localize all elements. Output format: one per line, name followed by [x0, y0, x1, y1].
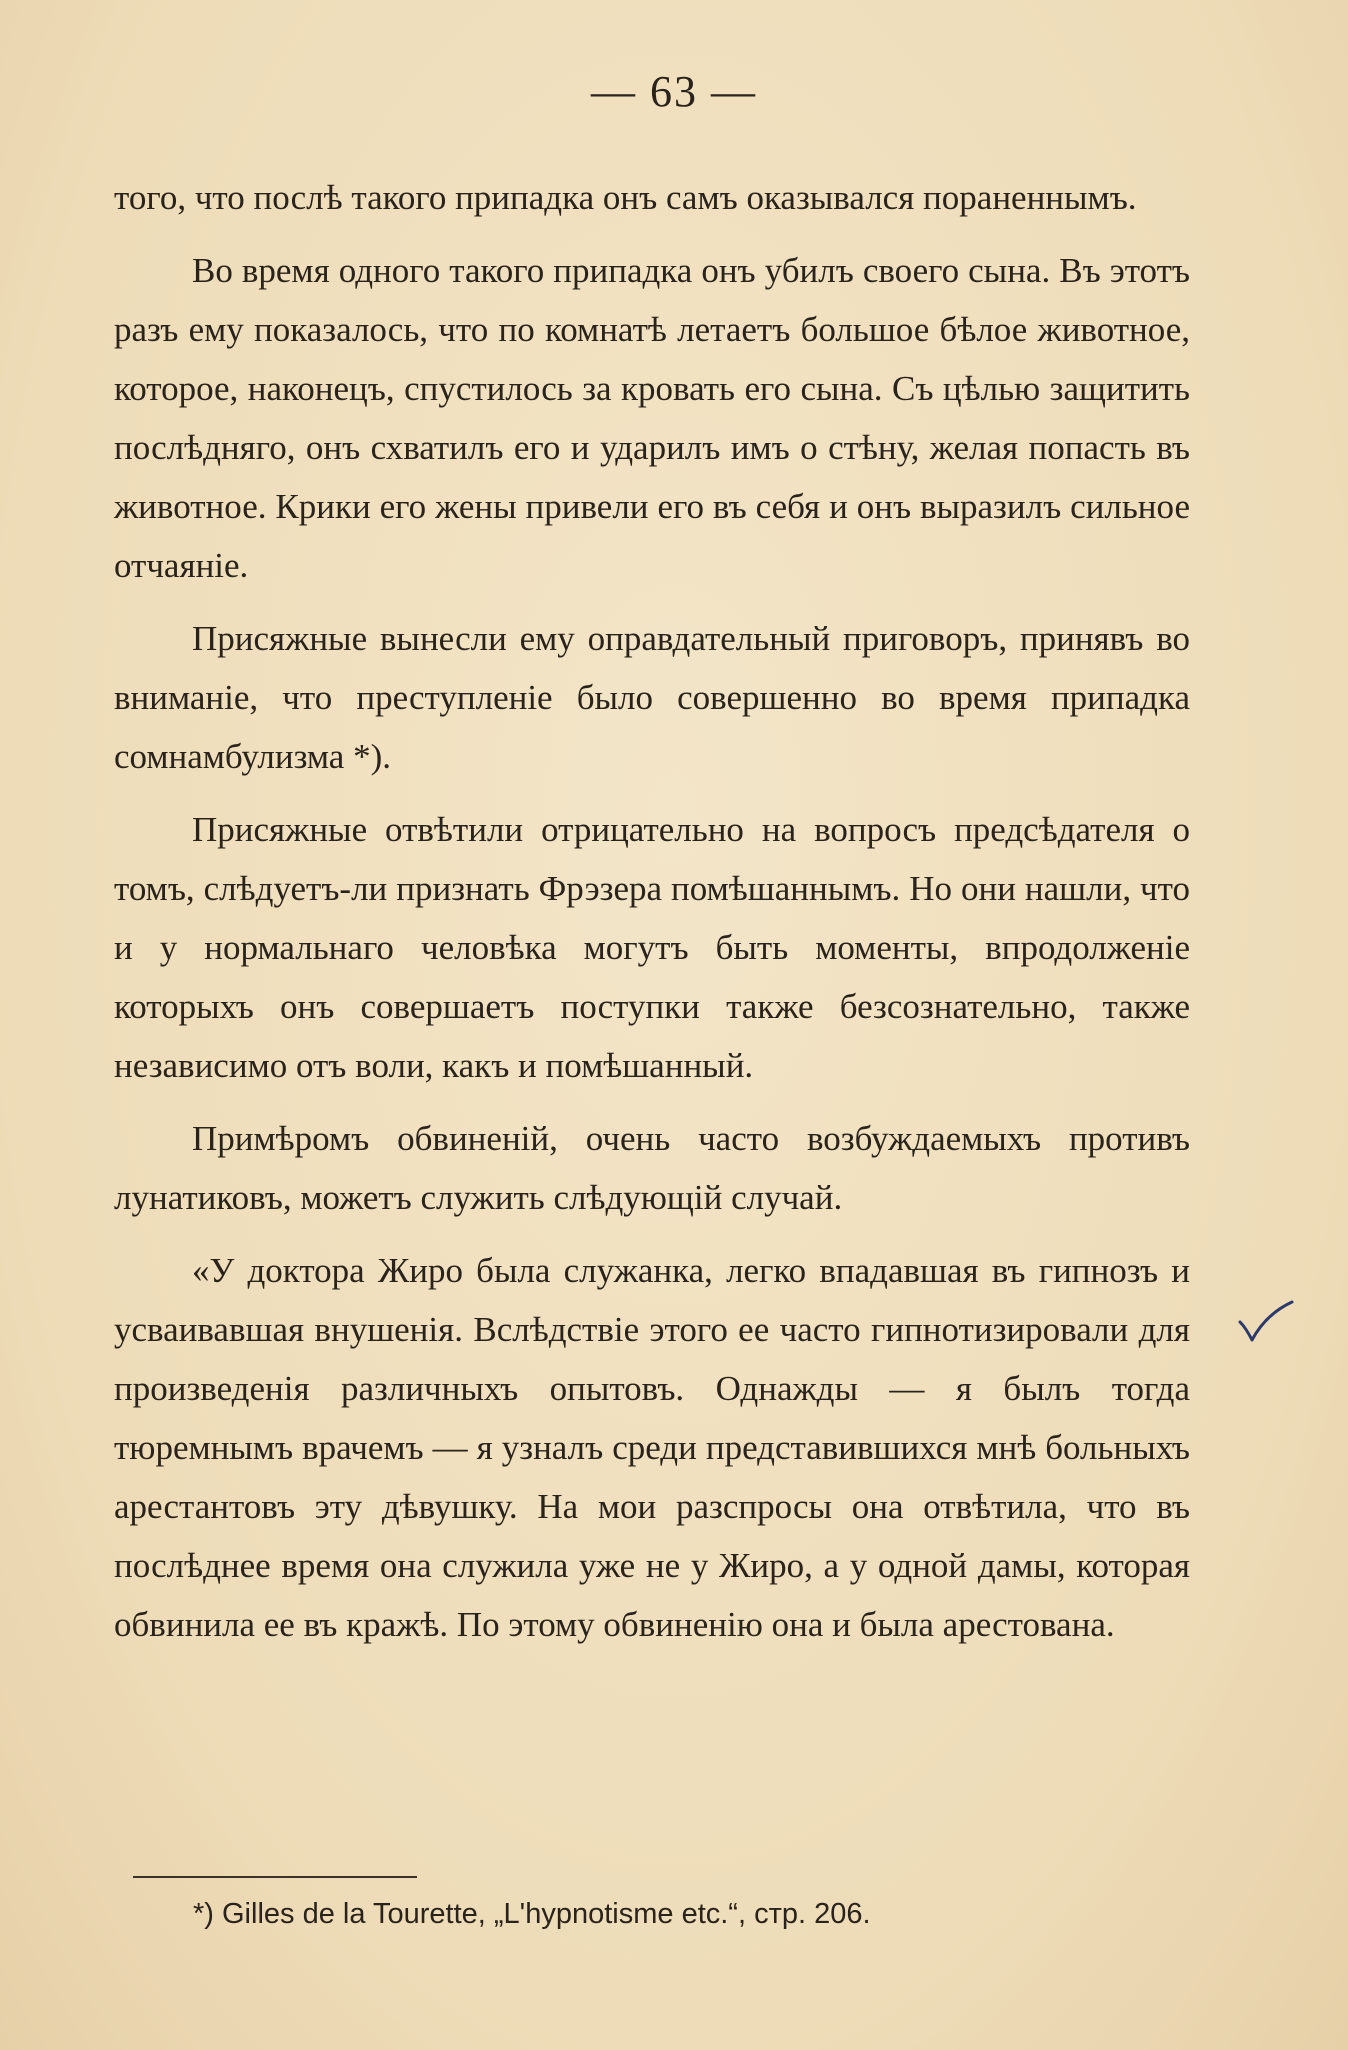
footnote: *) Gilles de la Tourette, „L'hypnotisme etc.“, стр. 206. — [193, 1898, 871, 1930]
paragraph-3: Присяжные вынесли ему оправдательный приговоръ, принявъ во вниманіе, что преступленіе было совершенно во время припадка сомнамбулизма *). — [114, 619, 1190, 776]
paragraph-1: того, что послѣ такого припадка онъ самъ оказывался пораненнымъ. — [114, 178, 1137, 217]
footnote-divider — [133, 1876, 417, 1878]
page-number: — 63 — — [591, 67, 757, 116]
main-text — [114, 168, 1190, 1668]
paragraph-2: Во время одного такого припадка онъ убилъ своего сына. Въ этотъ разъ ему показалось, что по комнатѣ летаетъ большое бѣлое животное, которое, наконецъ, спустилось за кровать его сына. Съ цѣлью защитить послѣдняго, онъ схватилъ его и ударилъ имъ о стѣну, желая попасть въ животное. Крики его жены привели его въ себя и онъ выразилъ сильное отчаяніе. — [114, 251, 1190, 585]
paragraph-6: «У доктора Жиро была служанка, легко впадавшая въ гипнозъ и усваивавшая внушенія. Вслѣдствіе этого ее часто гипнотизировали для произведенія различныхъ опытовъ. Однажды — я былъ тогда тюремнымъ врачемъ — я узналъ среди представившихся мнѣ больныхъ арестантовъ эту дѣвушку. На мои разспросы она отвѣтила, что въ послѣднее время она служила уже не у Жиро, а у одной дамы, которая обвинила ее въ кражѣ. По этому обвиненію она и была арестована. — [114, 1251, 1190, 1644]
paragraph-4: Присяжные отвѣтили отрицательно на вопросъ предсѣдателя о томъ, слѣдуетъ-ли признать Фрэзера помѣшаннымъ. Но они нашли, что и у нормальнаго человѣка могутъ быть моменты, впродолженіе которыхъ онъ совершаетъ поступки также безсознательно, также независимо отъ воли, какъ и помѣшанный. — [114, 810, 1190, 1085]
paragraph-5: Примѣромъ обвиненій, очень часто возбуждаемыхъ противъ лунатиковъ, можетъ служить слѣдующій случай. — [114, 1119, 1190, 1217]
handwritten-check-mark-icon — [1236, 1300, 1296, 1350]
